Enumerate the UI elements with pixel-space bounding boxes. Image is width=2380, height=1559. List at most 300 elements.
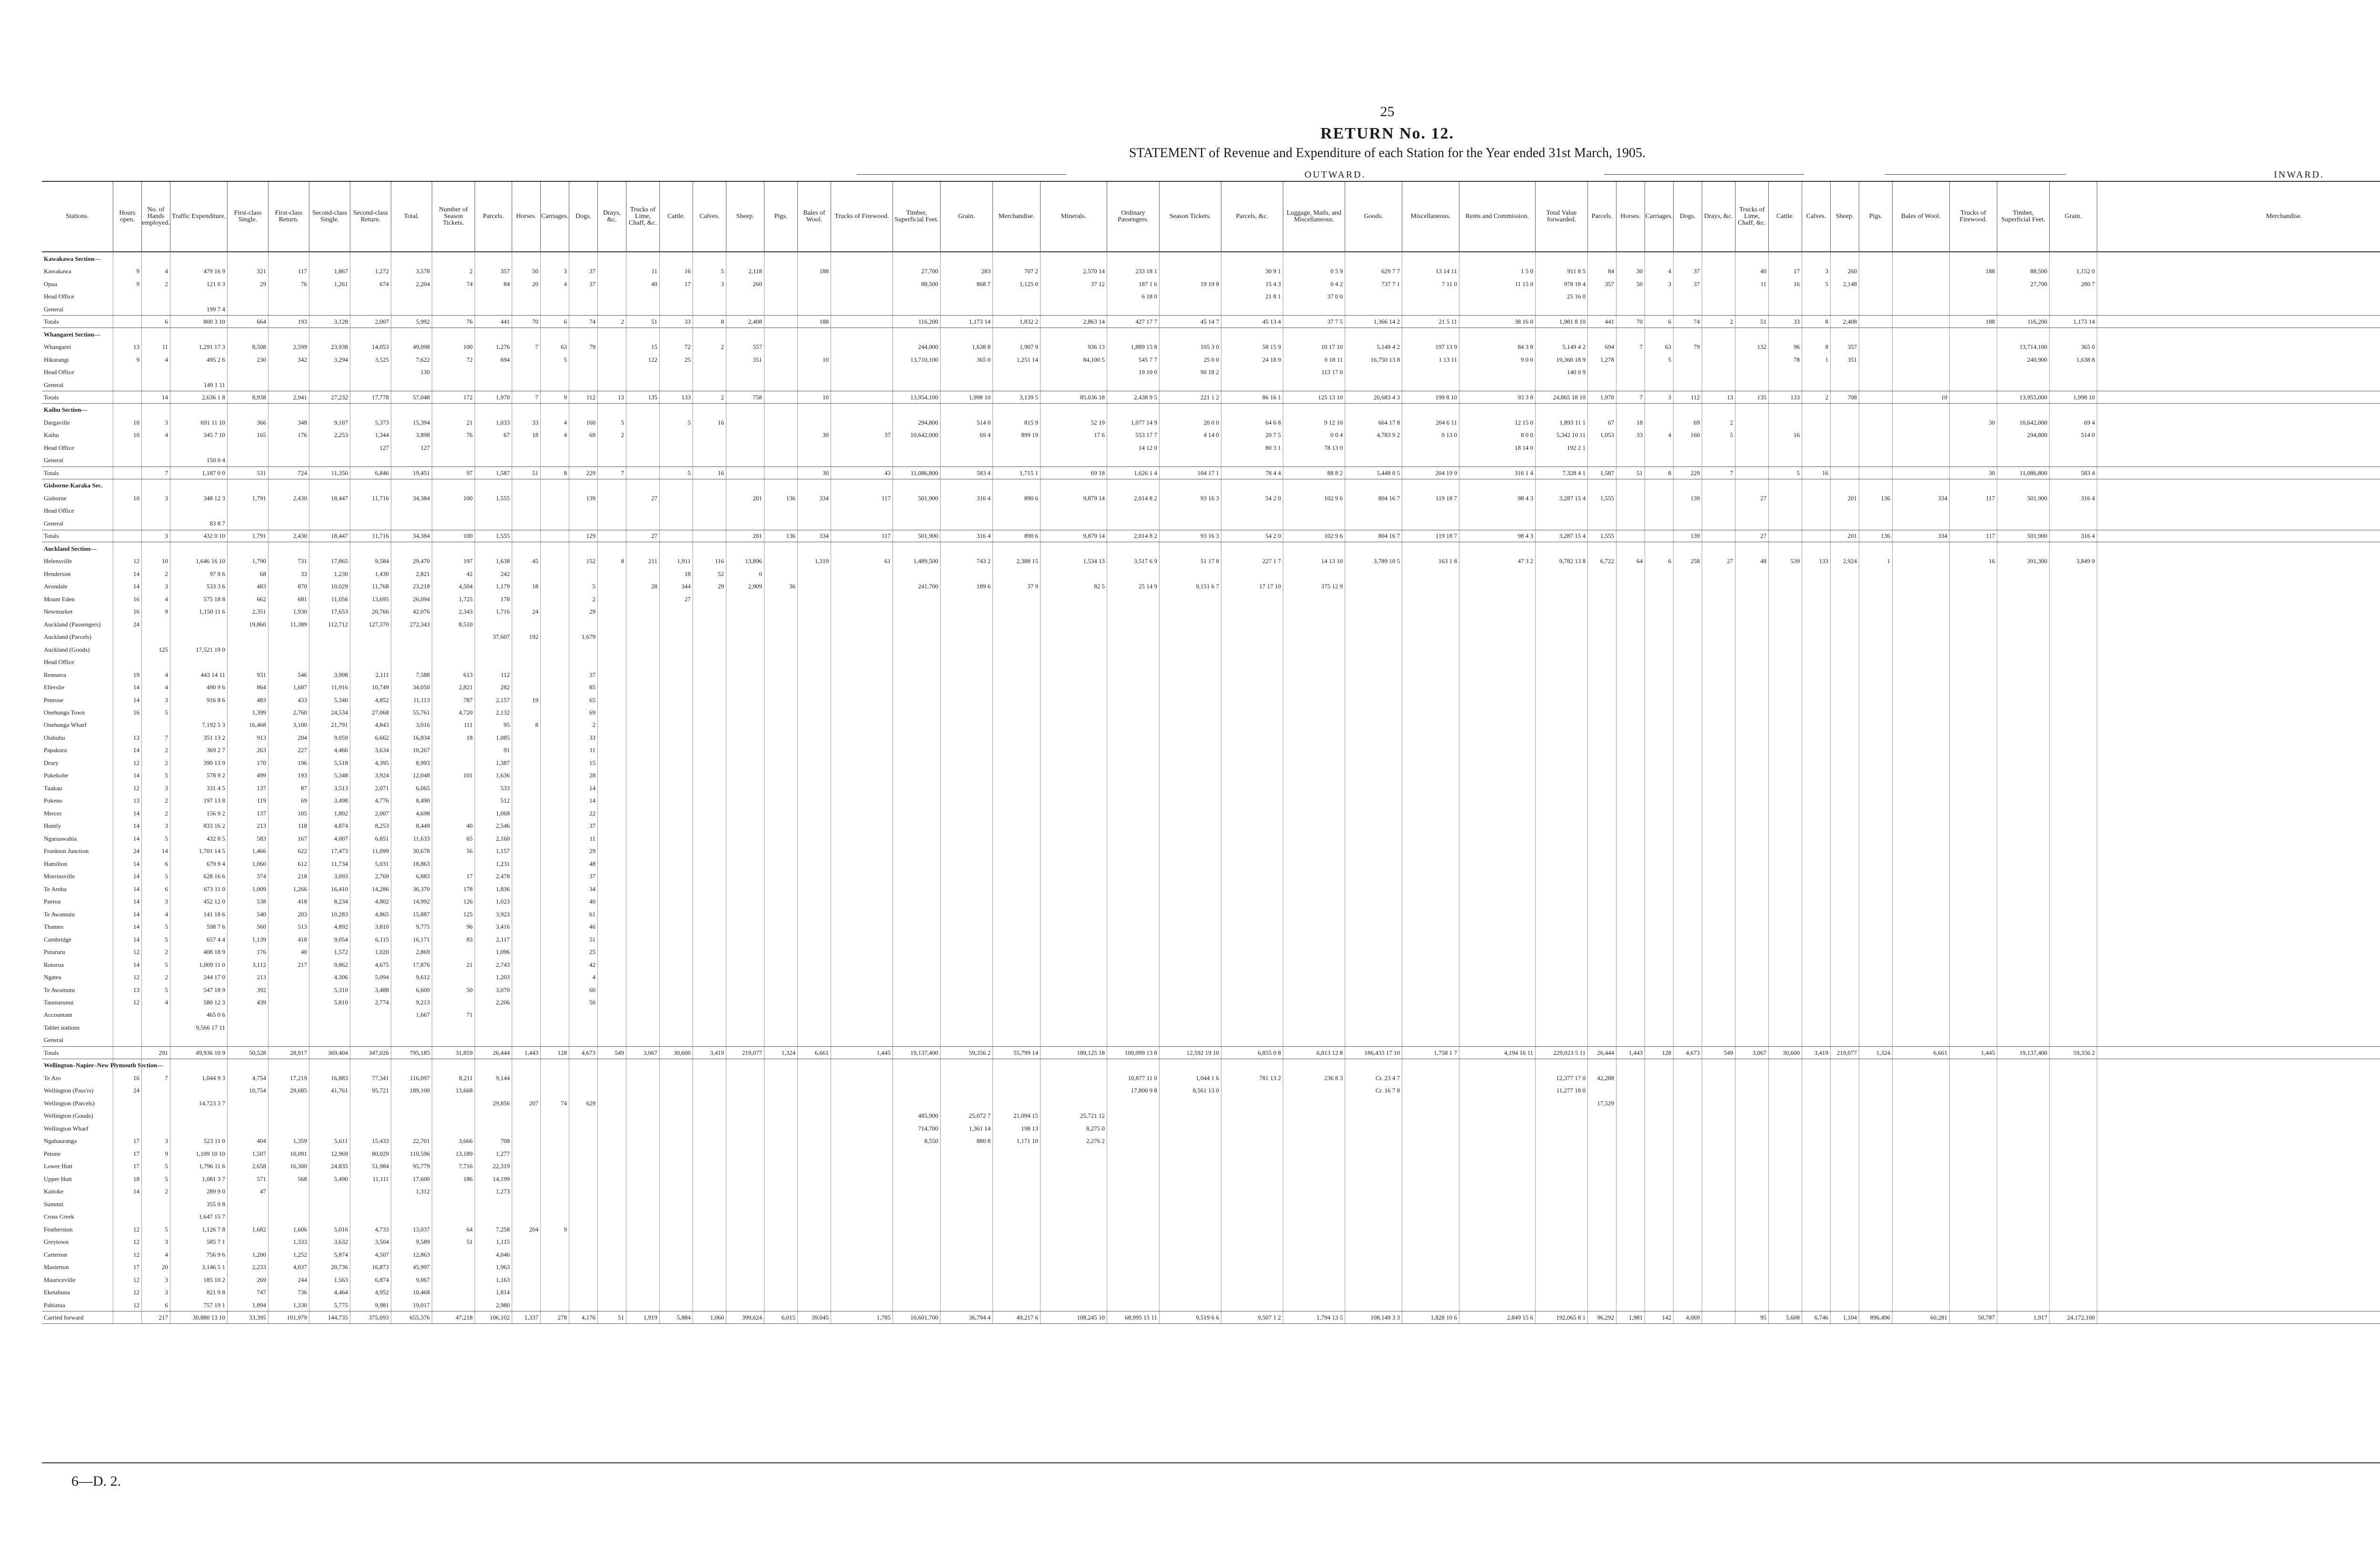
table-cell [541,996,569,1008]
table-cell: 20,683 4 3 [1345,391,1402,403]
table-cell [993,744,1041,756]
table-cell [569,366,598,378]
table-cell [1588,630,1616,643]
table-cell [1893,1097,1950,1109]
table-cell [693,1147,726,1160]
table-cell [598,681,626,693]
table-cell [350,404,391,416]
table-cell [1997,1160,2050,1172]
table-cell [764,895,798,907]
table-cell: 3,998 [309,668,350,681]
table-cell [1588,883,1616,895]
table-cell: 12,377 17 0 [1536,1072,1588,1084]
table-cell [1859,719,1893,731]
table-cell: 160 [1674,429,1702,441]
table-cell [993,404,1041,416]
table-cell [1735,983,1769,996]
table-cell [993,1273,1041,1286]
table-cell: 10 [113,416,142,428]
table-cell [831,1122,893,1134]
table-cell [1645,303,1674,315]
table-cell [1345,782,1402,794]
table-cell: 4,733 [350,1223,391,1235]
table-cell [764,1072,798,1084]
table-cell [1645,820,1674,832]
table-cell [726,971,764,983]
table-cell [660,945,693,958]
table-cell [569,1223,598,1235]
table-cell [1345,1299,1402,1311]
table-cell [660,378,693,391]
table-cell [432,517,475,529]
table-cell [1769,1273,1802,1286]
table-cell [1769,1235,1802,1248]
table-cell: 432 8 5 [170,832,228,844]
table-cell [1859,845,1893,857]
table-cell [1674,933,1702,945]
table-cell [1997,1185,2050,1197]
table-cell [1588,643,1616,655]
table-cell [693,378,726,391]
table-cell: 37 12 [1041,278,1107,290]
table-cell: 207 [512,1097,541,1109]
table-cell: 1,587 [1588,467,1616,479]
table-cell [512,920,541,933]
table-cell [541,1021,569,1033]
table-cell [598,454,626,467]
table-cell [831,706,893,718]
column-header: Total. [391,182,432,252]
table-cell [798,1135,831,1147]
table-cell [764,782,798,794]
table-cell [831,845,893,857]
table-cell [2097,1210,2380,1222]
table-cell: 443 14 11 [170,668,228,681]
table-cell [1950,845,1997,857]
table-cell [1997,807,2050,819]
table-cell [1702,340,1735,353]
table-cell [798,278,831,290]
table-cell [1283,908,1345,920]
table-cell: 14 [113,857,142,870]
table-cell [1402,1198,1459,1210]
table-cell [893,1147,941,1160]
table-cell [626,782,660,794]
table-cell: 9,879 14 [1041,492,1107,504]
table-cell [831,895,893,907]
table-cell [1160,1009,1221,1021]
table-cell: 45 14 7 [1160,315,1221,328]
table-cell: 16 [693,467,726,479]
table-cell [541,505,569,517]
table-cell [764,618,798,630]
table-cell [541,807,569,819]
table-cell [1893,681,1950,693]
table-cell: 6 [541,315,569,328]
table-cell [798,454,831,467]
table-cell: 74 [569,315,598,328]
table-cell: 3 [142,580,170,592]
table-cell [798,303,831,315]
table-cell [569,1072,598,1084]
table-cell [1859,706,1893,718]
table-cell: 737 7 1 [1345,278,1402,290]
table-cell [1997,593,2050,605]
table-cell: 1,443 [512,1046,541,1059]
table-cell [1997,454,2050,467]
table-cell [1345,328,1402,340]
table-cell [1459,1122,1536,1134]
table-cell: 15,433 [350,1135,391,1147]
table-cell [512,404,541,416]
table-cell: 427 17 7 [1107,315,1160,328]
table-cell [1859,668,1893,681]
table-cell [2050,366,2097,378]
table-cell [660,1261,693,1273]
table-cell [693,1273,726,1286]
table-cell [268,996,309,1008]
table-cell [1160,252,1221,265]
table-cell [798,870,831,882]
table-cell: 117 [831,530,893,542]
table-cell [541,1261,569,1273]
table-cell: 12 [113,1223,142,1235]
table-cell [893,1286,941,1298]
table-cell: 126 [432,895,475,907]
table-cell [1107,769,1160,782]
table-cell [309,1210,350,1222]
table-cell [1616,895,1645,907]
table-cell [693,971,726,983]
table-cell [1283,605,1345,617]
table-cell [941,1097,993,1109]
table-cell [726,1185,764,1197]
table-cell [941,1210,993,1222]
table-cell: 8,211 [432,1072,475,1084]
table-cell [1536,769,1588,782]
table-cell [1859,416,1893,428]
table-cell: 3 [142,782,170,794]
table-cell [1735,429,1769,441]
table-cell: 136 [1859,530,1893,542]
table-cell [764,416,798,428]
table-cell [1831,983,1859,996]
table-cell [2097,505,2380,517]
table-cell: 104 17 1 [1160,467,1221,479]
table-cell [1459,681,1536,693]
table-cell [512,706,541,718]
table-cell [268,366,309,378]
table-cell: 1,252 [268,1248,309,1261]
table-cell [726,605,764,617]
table-cell [309,1021,350,1033]
table-cell: 3,016 [391,719,432,731]
table-cell [1645,920,1674,933]
table-cell [660,1122,693,1134]
table-cell [1769,416,1802,428]
table-cell: 26,444 [1588,1046,1616,1059]
table-cell [598,530,626,542]
table-cell: 2 [598,315,626,328]
table-cell: 3,067 [1735,1046,1769,1059]
table-cell [1997,668,2050,681]
table-cell [693,920,726,933]
table-cell [228,1097,268,1109]
table-cell [1702,1122,1735,1134]
table-cell [1702,706,1735,718]
table-cell [893,832,941,844]
table-cell: 1,044 9 3 [170,1072,228,1084]
table-cell [541,971,569,983]
table-cell [1674,580,1702,592]
table-cell: 2,204 [391,278,432,290]
table-cell: 1,319 [798,555,831,567]
table-cell: 6,661 [1893,1046,1950,1059]
table-cell [1588,706,1616,718]
table-cell [1950,605,1997,617]
table-cell [1674,643,1702,655]
table-cell: 1,344 [350,429,391,441]
table-cell: 5,149 4 2 [1536,340,1588,353]
table-cell [1616,1009,1645,1021]
table-cell [2097,605,2380,617]
table-cell [1802,1235,1831,1248]
table-cell [1536,1097,1588,1109]
table-cell [1160,996,1221,1008]
table-cell: 533 3 6 [170,580,228,592]
column-header: Trucks of Firewood. [831,182,893,252]
table-cell: 629 [569,1097,598,1109]
table-cell: 188 [1950,315,1997,328]
table-cell [1107,655,1160,668]
table-cell [1616,731,1645,744]
table-cell [1283,971,1345,983]
table-cell [2097,769,2380,782]
table-cell [1997,945,2050,958]
table-cell [2097,404,2380,416]
table-cell [1831,1286,1859,1298]
table-cell [475,1210,512,1222]
table-cell [1402,1135,1459,1147]
table-cell [1616,1122,1645,1134]
table-cell [1536,593,1588,605]
table-cell: 708 [1831,391,1859,403]
table-cell [693,794,726,807]
table-cell [626,1185,660,1197]
table-cell [432,505,475,517]
table-cell: 1,893 11 1 [1536,416,1588,428]
table-cell [1674,290,1702,302]
table-cell: 1,085 [475,731,512,744]
table-cell [512,328,541,340]
table-cell [1221,832,1283,844]
table-cell [1769,655,1802,668]
table-cell: 17 [432,870,475,882]
table-cell [1893,820,1950,832]
table-cell: 37 [569,668,598,681]
table-cell: 1,060 [228,857,268,870]
table-cell [1893,694,1950,706]
table-cell [2050,681,2097,693]
table-cell: 1,638 [475,555,512,567]
table-cell [350,505,391,517]
table-cell: 1,636 [475,769,512,782]
table-cell [569,643,598,655]
table-cell: 204 19 9 [1402,467,1459,479]
table-cell [1160,1059,1221,1072]
table-cell [798,958,831,971]
table-cell [1616,353,1645,366]
table-cell [1674,630,1702,643]
table-cell [1769,290,1802,302]
table-cell [541,1286,569,1298]
table-cell: 24 [113,1084,142,1097]
table-cell [1831,1248,1859,1261]
table-cell [693,807,726,819]
table-cell [432,857,475,870]
table-cell: 42,076 [391,605,432,617]
table-cell: 25 14 9 [1107,580,1160,592]
table-cell [1702,1273,1735,1286]
table-cell: 4,952 [350,1286,391,1298]
table-cell [1674,983,1702,996]
table-cell [726,643,764,655]
table-cell [1769,1135,1802,1147]
table-cell: 17 17 10 [1221,580,1283,592]
table-cell [2050,744,2097,756]
table-cell [1283,1198,1345,1210]
table-cell [2050,1299,2097,1311]
table-cell [798,1172,831,1185]
table-cell [1645,441,1674,454]
table-cell [726,920,764,933]
table-cell [541,731,569,744]
table-cell [1345,1248,1402,1261]
table-cell [1536,933,1588,945]
table-cell [2050,328,2097,340]
table-cell [1831,1160,1859,1172]
table-cell [1402,542,1459,555]
table-cell [693,454,726,467]
table-cell: 14 [113,744,142,756]
table-cell: 14,053 [350,340,391,353]
table-cell [391,328,432,340]
table-cell [941,643,993,655]
table-cell [2050,769,2097,782]
table-cell [993,782,1041,794]
table-cell [512,744,541,756]
table-cell [1588,655,1616,668]
table-cell [1802,945,1831,958]
table-cell [2097,618,2380,630]
table-cell [993,303,1041,315]
table-cell [541,378,569,391]
table-cell: 8 [693,315,726,328]
table-cell: 36,370 [391,883,432,895]
table-cell [113,290,142,302]
table-cell: 84 [1588,265,1616,277]
table-cell: 21 8 1 [1221,290,1283,302]
table-cell: 6,846 [350,467,391,479]
table-cell [1616,820,1645,832]
table-cell [1735,416,1769,428]
table-cell: 512 [475,794,512,807]
table-cell [893,769,941,782]
table-cell [1402,1172,1459,1185]
table-cell [993,820,1041,832]
table-cell: 72 [660,340,693,353]
table-cell [512,895,541,907]
table-cell [598,782,626,794]
table-cell: 67 [475,429,512,441]
table-cell [831,1210,893,1222]
table-cell: 105 [268,807,309,819]
table-cell: 13 [1702,391,1735,403]
table-cell: 51 [569,933,598,945]
table-cell: 197 13 8 [170,794,228,807]
table-cell [1735,1261,1769,1273]
table-cell [1616,1185,1645,1197]
table-cell [1459,933,1536,945]
table-cell [2050,1261,2097,1273]
table-cell: 18 [512,580,541,592]
table-cell: 1 5 0 [1459,265,1536,277]
table-cell [764,933,798,945]
table-cell: 7 [512,340,541,353]
table-cell: 12 [113,945,142,958]
table-cell [1402,655,1459,668]
table-cell [1831,404,1859,416]
table-cell [1893,1248,1950,1261]
table-cell: 189,125 18 [1041,1046,1107,1059]
table-cell [475,290,512,302]
table-cell: 137 [228,807,268,819]
table-cell: 14 [113,958,142,971]
table-cell [432,794,475,807]
table-cell: 18,447 [309,492,350,504]
table-cell [1735,857,1769,870]
table-cell: 16 [1950,555,1997,567]
table-cell [228,252,268,265]
table-cell [1221,1185,1283,1197]
table-cell: 1,081 3 7 [170,1172,228,1185]
table-cell [1283,756,1345,769]
table-cell: 821 9 8 [170,1286,228,1298]
table-cell [1283,378,1345,391]
table-cell [660,845,693,857]
table-cell [113,542,142,555]
table-cell: 2,117 [475,933,512,945]
table-cell: 4 [1645,429,1674,441]
table-cell: 47 [228,1185,268,1197]
table-cell [541,908,569,920]
table-cell [1735,378,1769,391]
table-cell [432,378,475,391]
table-cell [2097,416,2380,428]
table-cell [2050,517,2097,529]
table-cell: 1,324 [1859,1046,1893,1059]
table-cell [1674,883,1702,895]
table-cell: 30 [1616,265,1645,277]
table-cell [309,1059,350,1072]
table-cell: 278 [541,1311,569,1323]
table-cell [626,1021,660,1033]
station-name-cell: Head Office [42,366,113,378]
station-name-cell: Te Aro [42,1072,113,1084]
table-cell: 9,612 [391,971,432,983]
table-cell [1160,1185,1221,1197]
table-cell [893,542,941,555]
